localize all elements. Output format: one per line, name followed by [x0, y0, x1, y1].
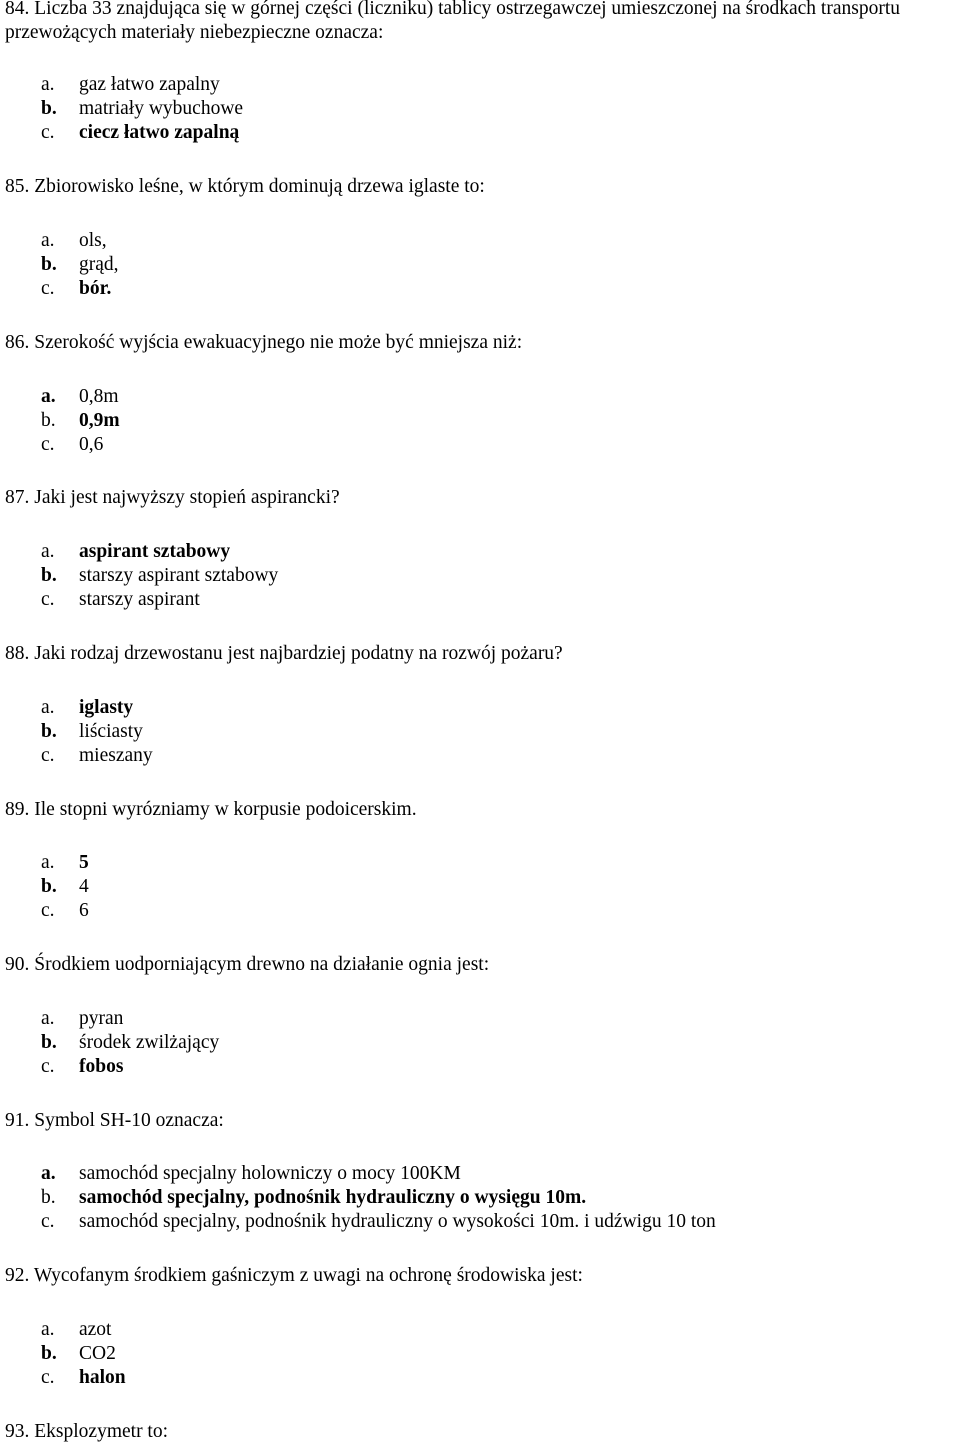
option-text: fobos	[79, 1056, 124, 1078]
option-text: samochód specjalny, podnośnik hydrauliczny o wysięgu 10m.	[79, 1187, 587, 1209]
option-text: grąd,	[79, 254, 119, 276]
question-text: Jaki rodzaj drzewostanu jest najbardziej podatny na rozwój pożaru?	[34, 643, 563, 664]
option-letter: c.	[41, 900, 55, 922]
option-letter: c.	[41, 434, 55, 456]
question-text: Eksplozymetr to:	[34, 1421, 169, 1442]
option-text: iglasty	[79, 697, 134, 718]
option-letter: b.	[41, 1032, 57, 1054]
question-text: Zbiorowisko leśne, w którym dominują drzewa iglaste to:	[34, 176, 485, 197]
question-84	[5, 0, 955, 45]
option-letter: b.	[41, 1343, 57, 1365]
option-text: środek zwilżający	[79, 1032, 220, 1054]
question-88	[5, 642, 955, 666]
question-number: 88.	[5, 643, 30, 664]
question-number: 86.	[5, 332, 30, 353]
question-92	[5, 1264, 955, 1288]
question-number: 89.	[5, 799, 30, 820]
question-number: 85.	[5, 176, 30, 197]
question-89	[5, 798, 955, 822]
option-text: 5	[79, 852, 89, 873]
question-number: 92.	[5, 1265, 30, 1286]
option-letter: c.	[41, 1056, 55, 1078]
question-text: Symbol SH-10 oznacza:	[34, 1110, 224, 1131]
option-letter: b.	[41, 98, 57, 120]
option-letter: c.	[41, 122, 55, 144]
option-letter: c.	[41, 1367, 55, 1389]
option-letter: a.	[41, 541, 55, 562]
question-text: Wycofanym środkiem gaśniczym z uwagi na ochronę środowiska jest:	[33, 1265, 583, 1286]
question-text: Środkiem uodporniającym drewno na działanie ognia jest:	[34, 954, 490, 975]
question-86	[5, 331, 955, 355]
question-93	[5, 1420, 955, 1444]
question-90	[5, 953, 955, 977]
option-letter: a.	[41, 1008, 55, 1029]
option-letter: b.	[41, 1187, 56, 1209]
option-letter: a.	[41, 1163, 56, 1184]
option-letter: c.	[41, 1211, 55, 1233]
question-text: Jaki jest najwyższy stopień aspirancki?	[34, 487, 340, 508]
option-text: ciecz łatwo zapalną	[79, 122, 240, 144]
option-text: samochód specjalny, podnośnik hydrauliczny o wysokości 10m. i udźwigu 10 ton	[79, 1211, 716, 1233]
option-letter: a.	[41, 74, 55, 95]
option-letter: a.	[41, 1319, 55, 1340]
option-text: 4	[79, 876, 89, 898]
option-text: gaz łatwo zapalny	[79, 74, 220, 95]
option-text: 0,6	[79, 434, 104, 456]
option-letter: b.	[41, 565, 57, 587]
option-letter: a.	[41, 230, 55, 251]
question-number: 84.	[5, 0, 30, 19]
question-85	[5, 175, 955, 199]
option-text: ols,	[79, 230, 107, 251]
question-number: 90.	[5, 954, 30, 975]
question-number: 87.	[5, 487, 30, 508]
option-letter: a.	[41, 852, 55, 873]
option-text: matriały wybuchowe	[79, 98, 244, 120]
option-letter: b.	[41, 254, 57, 276]
option-text: 6	[79, 900, 89, 922]
option-letter: b.	[41, 876, 57, 898]
question-87	[5, 486, 955, 510]
option-letter: b.	[41, 410, 56, 432]
option-letter: c.	[41, 745, 55, 767]
option-text: 0,8m	[79, 386, 119, 407]
option-text: bór.	[79, 278, 112, 300]
question-number: 91.	[5, 1110, 30, 1131]
question-text: Liczba 33 znajdująca się w górnej części (liczniku) tablicy ostrzegawczej umieszczonej na środkach transportu przewożących materiały niebezpieczne oznacza:	[5, 0, 900, 43]
option-letter: b.	[41, 721, 57, 743]
option-text: CO2	[79, 1343, 116, 1365]
question-text: Ile stopni wyrózniamy w korpusie podoicerskim.	[34, 799, 417, 820]
option-text: azot	[79, 1319, 112, 1340]
option-text: pyran	[79, 1008, 124, 1029]
option-text: mieszany	[79, 745, 153, 767]
option-letter: a.	[41, 697, 55, 718]
option-text: starszy aspirant sztabowy	[79, 565, 279, 587]
option-text: 0,9m	[79, 410, 120, 432]
question-text: Szerokość wyjścia ewakuacyjnego nie może być mniejsza niż:	[34, 332, 523, 353]
option-text: starszy aspirant	[79, 589, 200, 611]
option-letter: c.	[41, 589, 55, 611]
option-text: halon	[79, 1367, 126, 1389]
option-text: samochód specjalny holowniczy o mocy 100KM	[79, 1163, 461, 1184]
option-text: aspirant sztabowy	[79, 541, 231, 562]
question-number: 93.	[5, 1421, 30, 1442]
option-text: liściasty	[79, 721, 143, 743]
option-letter: a.	[41, 386, 56, 407]
option-letter: c.	[41, 278, 55, 300]
question-91	[5, 1109, 955, 1133]
